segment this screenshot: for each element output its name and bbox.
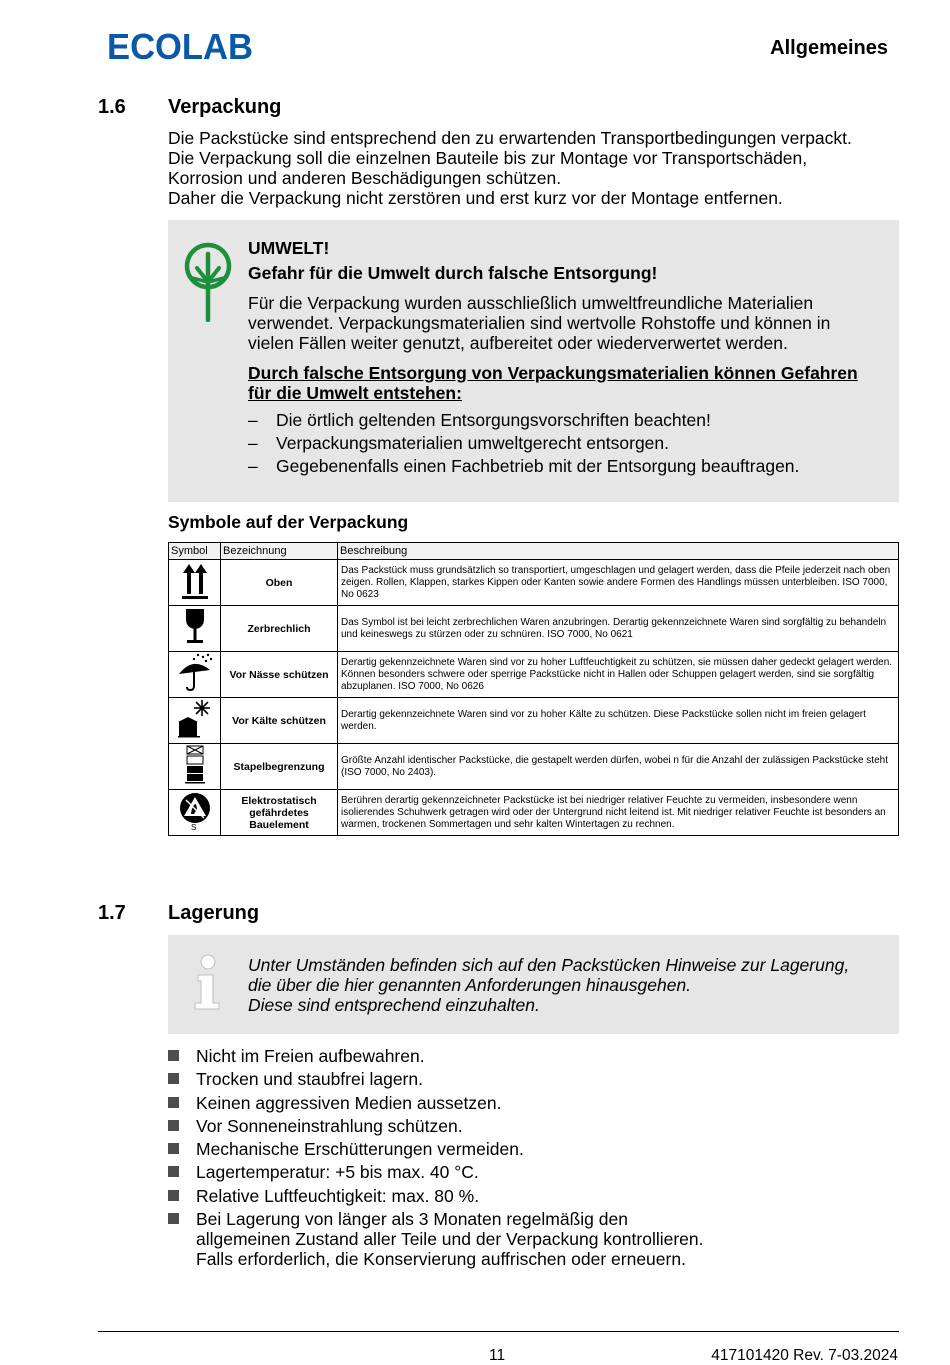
list-item: Relative Luftfeuchtigkeit: max. 80 %. <box>168 1186 704 1206</box>
table-row <box>169 790 899 836</box>
bullet-square-icon <box>168 1143 179 1154</box>
storage-bullet-list <box>168 1046 704 1272</box>
document-revision: 417101420 Rev. 7-03.2024 <box>711 1347 898 1364</box>
symbol-desc: Berühren derartig gekennzeichneter Packstücke ist bei niedriger relativer Feuchte zu vermeiden, insbesondere wenn isolierendes Schuhwerk getragen wird oder der Untergrund nicht leitend ist. Mit niedriger relativer Feuchte ist besonders an warmen, trockenen Sommertagen und sehr kalten Wintertagen zu rechnen. <box>338 790 899 836</box>
col-name: Bezeichnung <box>221 543 338 560</box>
symbol-desc: Das Symbol ist bei leicht zerbrechlichen Waren anzubringen. Derartig gekennzeichnete Waren sind sorgfältig zu behandeln und keineswegs zu stürzen oder zu schnüren. ISO 7000, No 0621 <box>338 606 899 652</box>
symbols-heading: Symbole auf der Verpackung <box>168 512 409 532</box>
list-item: Vor Sonneneinstrahlung schützen. <box>168 1116 704 1136</box>
symbol-name: Vor Nässe schützen <box>221 652 338 698</box>
table-row <box>169 698 899 744</box>
list-item: Keinen aggressiven Medien aussetzen. <box>168 1093 704 1113</box>
symbols-table <box>168 542 899 836</box>
table-row <box>169 560 899 606</box>
symbol-name: Oben <box>221 560 338 606</box>
list-item: – Gegebenenfalls einen Fachbetrieb mit der Entsorgung beauftragen. <box>248 456 800 476</box>
env-warning: Durch falsche Entsorgung von Verpackungsmaterialien können Gefahren für die Umwelt entstehen: <box>248 363 858 403</box>
table-row <box>169 606 899 652</box>
symbol-name: Vor Kälte schützen <box>221 698 338 744</box>
info-notice-box <box>168 935 899 1034</box>
ecolab-logo <box>107 29 257 63</box>
plant-environment-icon <box>184 238 232 322</box>
stacking-limit-icon <box>169 744 221 790</box>
env-title: UMWELT! <box>248 238 330 258</box>
info-line: die über die hier genannten Anforderungen hinausgehen. <box>248 975 692 995</box>
info-icon <box>192 953 224 1011</box>
svg-text:S: S <box>190 823 196 830</box>
env-body: Für die Verpackung wurden ausschließlich umweltfreundliche Materialien verwendet. Verpackungsmaterialien sind wertvolle Rohstoffe und können in vielen Fällen weiter genutzt, aufbereitet oder wiederverwertet werden. <box>248 293 831 353</box>
list-item: – Verpackungsmaterialien umweltgerecht entsorgen. <box>248 433 669 453</box>
section-number-1-7: 1.7 <box>98 902 126 924</box>
list-item: Lagertemperatur: +5 bis max. 40 °C. <box>168 1162 704 1182</box>
info-line: Unter Umständen befinden sich auf den Packstücken Hinweise zur Lagerung, <box>248 955 850 975</box>
bullet-square-icon <box>168 1190 179 1201</box>
bullet-square-icon <box>168 1073 179 1084</box>
header-title: Allgemeines <box>770 37 888 59</box>
esd-sensitive-icon <box>169 790 221 836</box>
list-item: Bei Lagerung von länger als 3 Monaten regelmäßig den allgemeinen Zustand aller Teile und der Verpackung kontrollieren. Falls erforderlich, die Konservierung auffrischen oder erneuern. <box>168 1209 704 1269</box>
bullet-square-icon <box>168 1120 179 1131</box>
bullet-square-icon <box>168 1050 179 1061</box>
symbol-desc: Derartig gekennzeichnete Waren sind vor zu hoher Luftfeuchtigkeit zu schützen, sie müssen daher gedeckt gelagert werden. Können besonders schwere oder sperrige Packstücke nicht in Hallen oder Schuppen gelagert werden, sind sie sorgfältig abzuplanen. ISO 7000, No 0626 <box>338 652 899 698</box>
env-list <box>248 410 858 476</box>
symbol-name: Zerbrechlich <box>221 606 338 652</box>
section-number-1-6: 1.6 <box>98 96 126 118</box>
symbol-desc: Größte Anzahl identischer Packstücke, die gestapelt werden dürfen, wobei n für die Anzahl der zulässigen Packstücke steht (ISO 7000, No 2403). <box>338 744 899 790</box>
info-line: Diese sind entsprechend einzuhalten. <box>248 995 540 1015</box>
env-subtitle: Gefahr für die Umwelt durch falsche Entsorgung! <box>248 263 658 283</box>
table-header-row <box>169 543 899 560</box>
this-way-up-icon <box>169 560 221 606</box>
symbol-desc: Das Packstück muss grundsätzlich so transportiert, umgeschlagen und gelagert werden, dass die Pfeile jederzeit nach oben zeigen. Rollen, Klappen, starkes Kippen oder Kanten sowie andere Formen des Handlings müssen unterbleiben. ISO 7000, No 0623 <box>338 560 899 606</box>
symbol-name: Elektrostatisch gefährdetes Bauelement <box>221 790 338 836</box>
section-title-verpackung: Verpackung <box>168 96 282 118</box>
table-row <box>169 744 899 790</box>
list-item: – Die örtlich geltenden Entsorgungsvorschriften beachten! <box>248 410 711 430</box>
section-title-lagerung: Lagerung <box>168 902 260 924</box>
bullet-square-icon <box>168 1097 179 1108</box>
symbol-name: Stapelbegrenzung <box>221 744 338 790</box>
list-item: Nicht im Freien aufbewahren. <box>168 1046 704 1066</box>
col-symbol: Symbol <box>169 543 221 560</box>
bullet-square-icon <box>168 1213 179 1224</box>
footer-divider <box>98 1331 899 1332</box>
list-item: Mechanische Erschütterungen vermeiden. <box>168 1139 704 1159</box>
page-number: 11 <box>489 1347 506 1364</box>
col-desc: Beschreibung <box>338 543 899 560</box>
logo-text: ECOLAB <box>107 29 253 63</box>
list-item: Trocken und staubfrei lagern. <box>168 1069 704 1089</box>
snowflake-cold-icon <box>169 698 221 744</box>
environment-notice-box <box>168 220 899 502</box>
fragile-glass-icon <box>169 606 221 652</box>
bullet-square-icon <box>168 1166 179 1177</box>
table-row <box>169 652 899 698</box>
umbrella-rain-icon <box>169 652 221 698</box>
packaging-paragraph: Die Packstücke sind entsprechend den zu erwartenden Transportbedingungen verpackt. Die Verpackung soll die einzelnen Bauteile bis zur Montage vor Transportschäden, Korrosion und anderen Beschädigungen schützen. Daher die Verpackung nicht zerstören und erst kurz vor der Montage entfernen. <box>168 128 852 208</box>
symbol-desc: Derartig gekennzeichnete Waren sind vor zu hoher Kälte zu schützen. Diese Packstücke sollen nicht im freien gelagert werden. <box>338 698 899 744</box>
